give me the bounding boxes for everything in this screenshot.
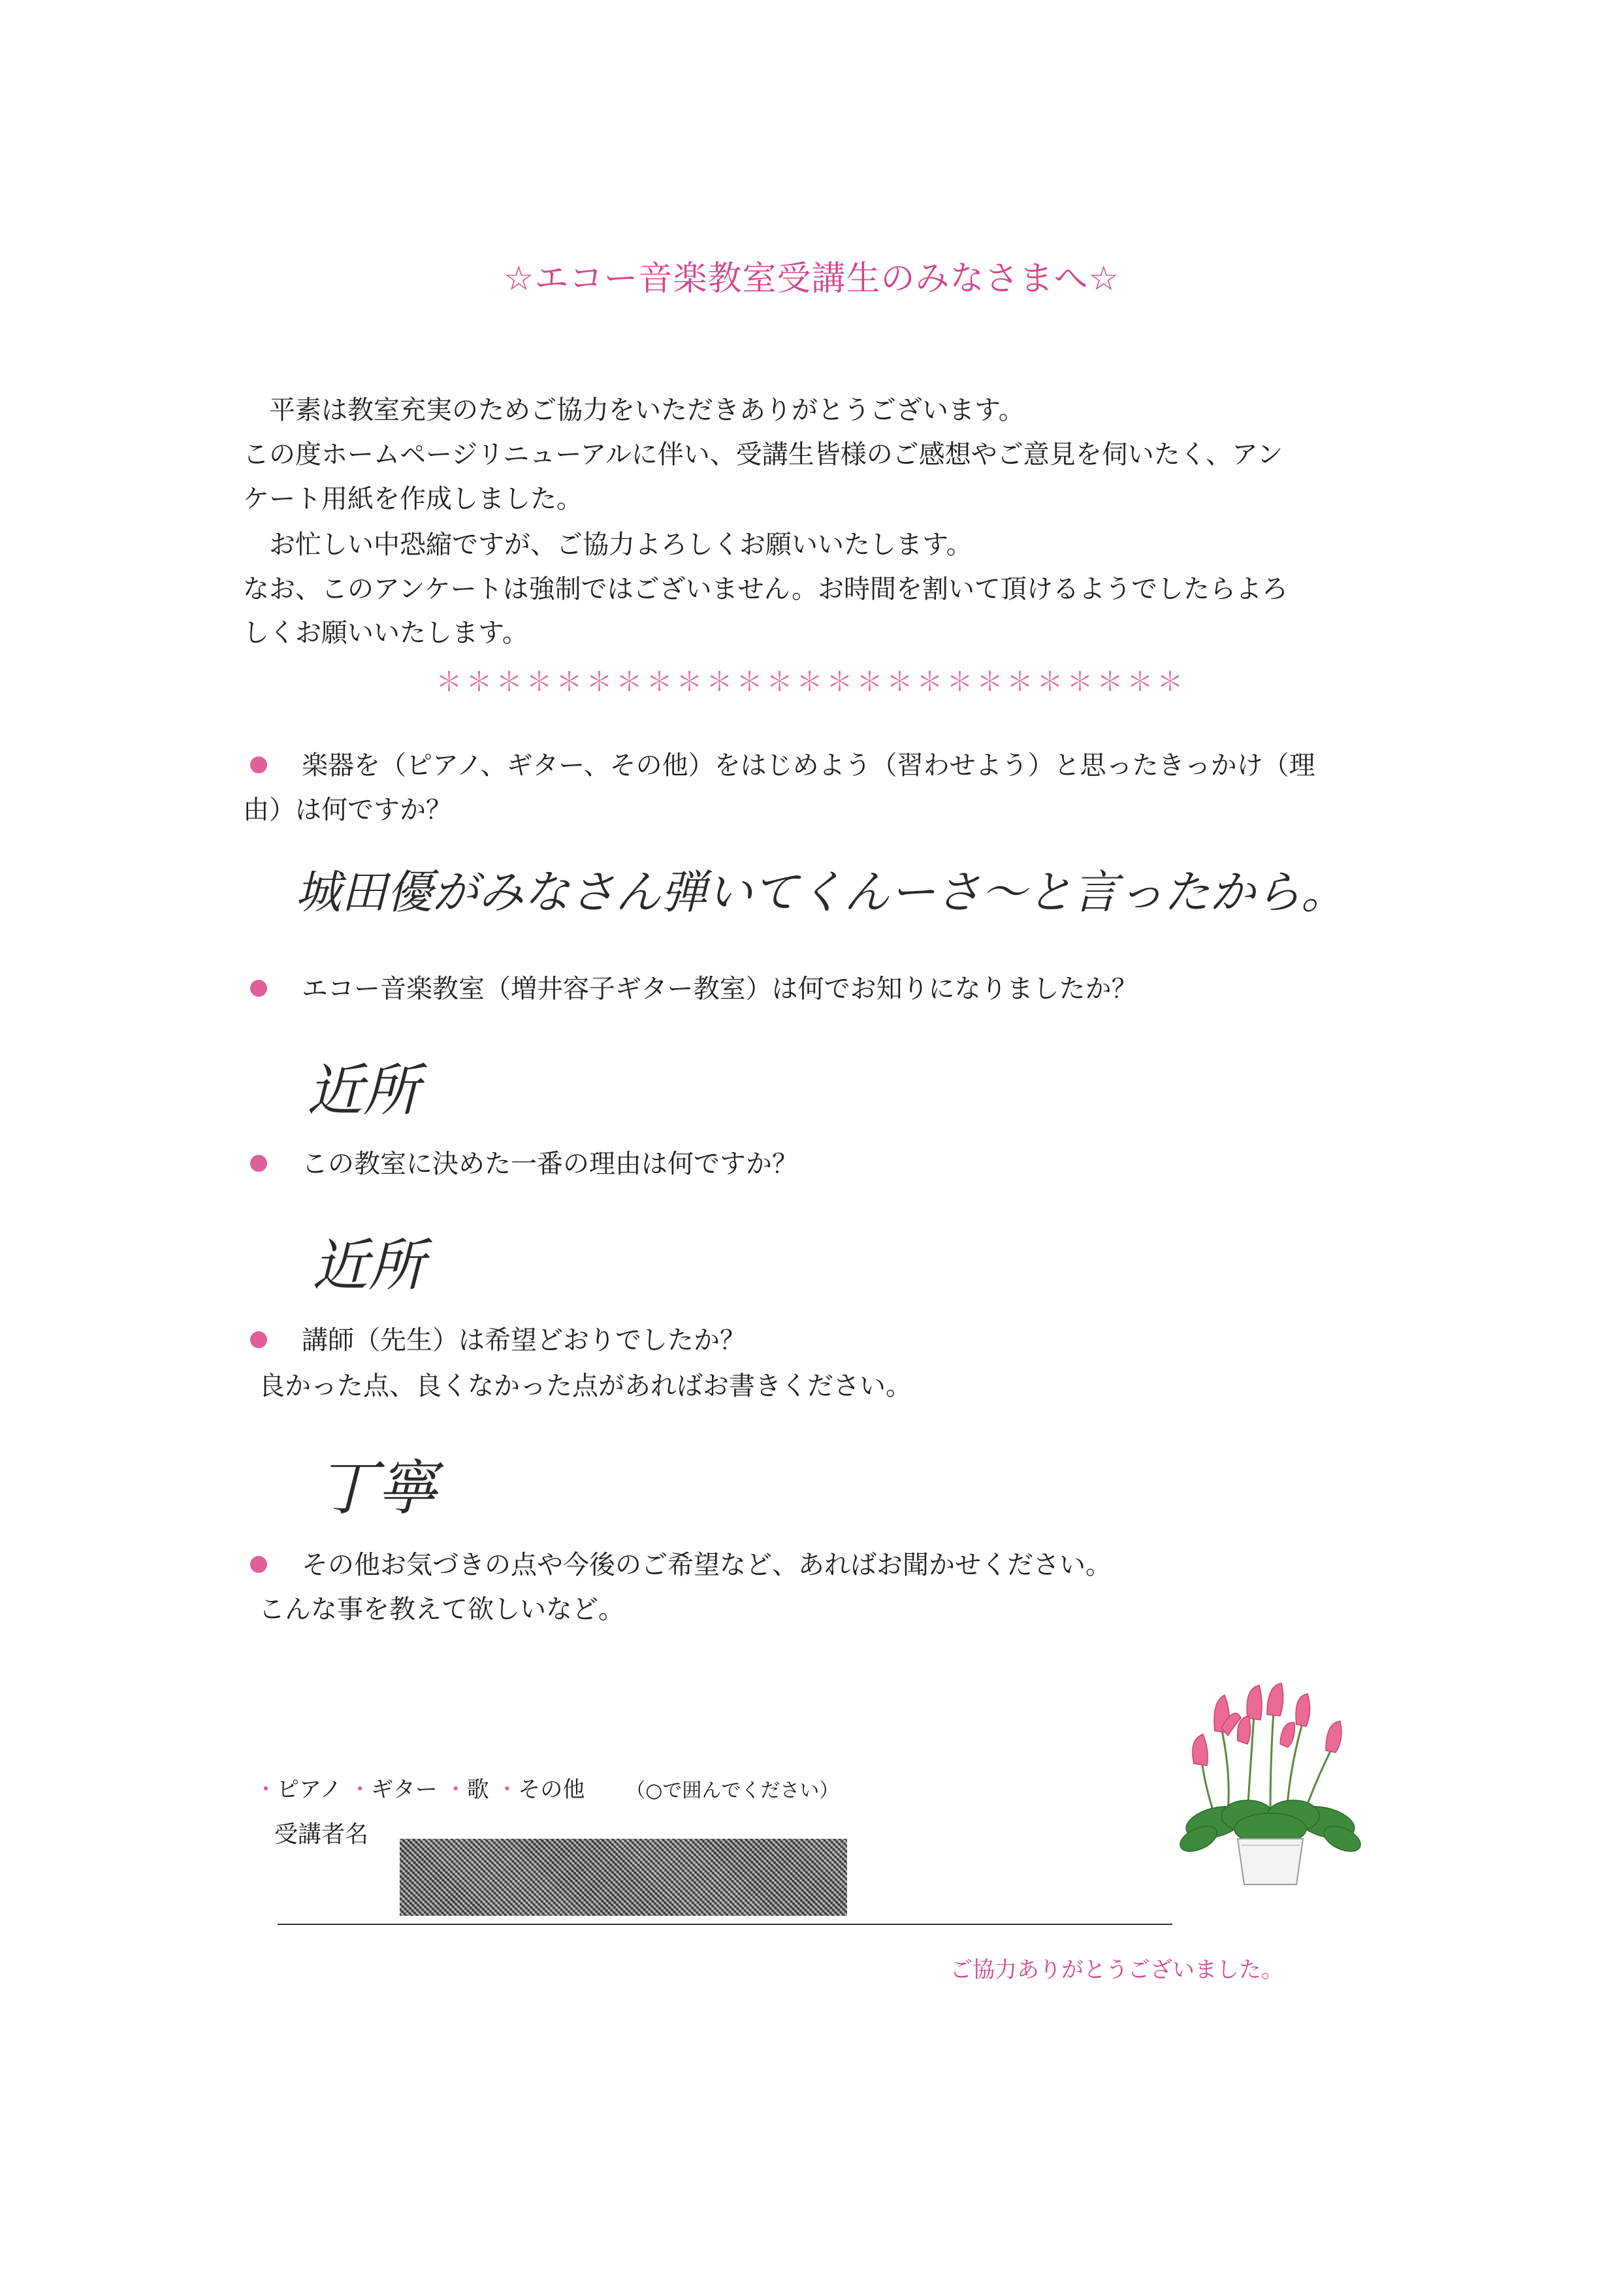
- name-label: 受講者名: [274, 1821, 369, 1848]
- bullet-dot: ・: [444, 1777, 467, 1803]
- bullet-icon: [250, 1331, 267, 1348]
- instrument-guitar: ギター: [371, 1777, 438, 1803]
- question-5: その他お気づきの点や今後のご希望など、あればお聞かせください。: [302, 1550, 1112, 1580]
- instrument-piano: ピアノ: [277, 1777, 342, 1803]
- question-4: 講師（先生）は希望どおりでしたか？: [302, 1325, 746, 1355]
- answer-3: 近所: [312, 1233, 425, 1299]
- answer-2: 近所: [307, 1058, 419, 1124]
- bullet-icon: [250, 980, 267, 997]
- bullet-icon: [250, 756, 267, 773]
- bullet-icon: [250, 1556, 267, 1573]
- instrument-voice: 歌: [466, 1777, 489, 1803]
- intro-line: しくお願いいたします。: [243, 618, 528, 648]
- intro-line: お忙しい中恐縮ですが、ご協力よろしくお願いいたします。: [243, 530, 972, 560]
- intro-line: ケート用紙を作成しました。: [243, 484, 583, 514]
- bullet-dot: ・: [255, 1777, 277, 1803]
- bullet-dot: ・: [496, 1777, 519, 1803]
- bullet-dot: ・: [349, 1777, 372, 1803]
- circle-instruction: （○で囲んでください）: [626, 1779, 839, 1802]
- instrument-other: その他: [518, 1777, 585, 1803]
- question-1: 楽器を（ピアノ、ギター、その他）をはじめよう（習わせよう）と思ったきっかけ（理: [302, 751, 1315, 781]
- question-5-cont: こんな事を教えて欲しいなど。: [259, 1594, 624, 1625]
- redacted-name: [400, 1839, 847, 1916]
- intro-line: 平素は教室充実のためご協力をいただきありがとうございます。: [243, 395, 1025, 425]
- divider: ＊＊＊＊＊＊＊＊＊＊＊＊＊＊＊＊＊＊＊＊＊＊＊＊＊: [436, 667, 1187, 697]
- name-underline: [278, 1924, 1172, 1925]
- page-title: ☆エコー音楽教室受講生のみなさまへ☆: [503, 259, 1120, 299]
- flower-pot-icon: [1176, 1682, 1365, 1891]
- question-3: この教室に決めた一番の理由は何ですか？: [302, 1149, 798, 1179]
- instrument-choices: [255, 1771, 839, 1803]
- intro-line: この度ホームページリニューアルに伴い、受講生皆様のご感想やご意見を伺いたく、アン: [243, 440, 1283, 470]
- question-4-cont: 良かった点、良くなかった点があればお書きください。: [259, 1371, 912, 1401]
- answer-1: 城田優がみなさん弾いてくんーさ〜と言ったから。: [295, 865, 1347, 919]
- answer-4: 丁寧: [317, 1453, 438, 1523]
- intro-line: なお、このアンケートは強制ではございません。お時間を割いて頂けるようでしたらよろ: [243, 574, 1288, 604]
- question-1-cont: 由）は何ですか？: [243, 795, 452, 825]
- question-2: エコー音楽教室（増井容子ギター教室）は何でお知りになりましたか？: [302, 974, 1138, 1004]
- thanks-message: ご協力ありがとうございました。: [950, 1957, 1283, 1983]
- bullet-icon: [250, 1155, 267, 1172]
